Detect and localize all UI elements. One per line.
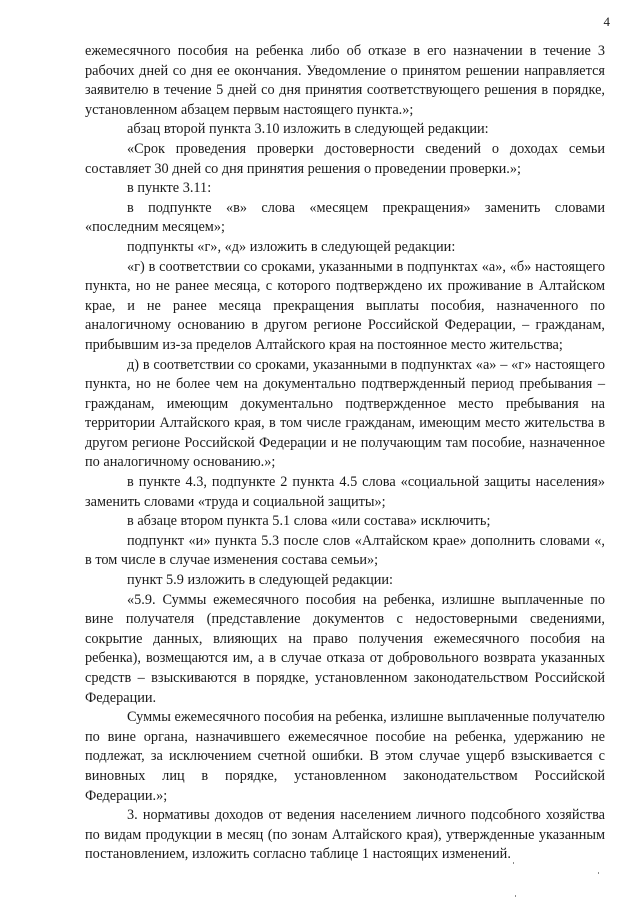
- paragraph: «г) в соответствии со сроками, указанными в подпунктах «а», «б» настоящего пункта, но не ранее месяца, с которого подтверждено их проживание в Алтайском крае, и не ранее месяца прекращения выплаты пособия, назначенного по аналогичному основанию в другом регионе Российской Федерации, – гражданам, прибывшим из-за пределов Алтайского края на постоянное место жительства;: [85, 258, 605, 353]
- paragraph: д) в соответствии со сроками, указанными в подпунктах «а» – «г» настоящего пункта, но не более чем на документально подтвержденный период пребывания – гражданам, имеющим документально подтвержденное место пребывания на территории Алтайского края, в том числе гражданам, имеющим место жительства в другом регионе Российской Федерации и не получающим там пособие, назначенное по аналогичному основанию.»;: [85, 356, 605, 471]
- paragraph: «5.9. Суммы ежемесячного пособия на ребенка, излишне выплаченные по вине получателя (представление документов с недостоверными сведениями, сокрытие данных, влияющих на право получения ежемесячного пособия на ребенка), возмещаются им, а в случае отказа от добровольного возврата указанных средств – взыскиваются в порядке, установленном законодательством Российской Федерации.: [85, 591, 605, 706]
- scan-artifact: [513, 862, 514, 864]
- paragraph: Суммы ежемесячного пособия на ребенка, излишне выплаченные получателю по вине органа, назначившего ежемесячное пособие на ребенка, удержанию не подлежат, за исключением счетной ошибки. В этом случае ущерб взыскивается с виновных лиц в порядке, установленном законодательством Российской Федерации.»;: [85, 709, 605, 804]
- paragraph: подпункт «и» пункта 5.3 после слов «Алтайском крае» дополнить словами «, в том числе в случае изменения состава семьи»;: [85, 532, 605, 569]
- paragraph: 3. нормативы доходов от ведения населением личного подсобного хозяйства по видам продукции в месяц (по зонам Алтайского края), утвержденные указанным постановлением, изложить согласно таблице 1 настоящих изменений.: [85, 807, 605, 863]
- document-body: [85, 42, 605, 865]
- page-number: 4: [603, 14, 610, 29]
- scan-artifact: [598, 872, 599, 874]
- paragraph: ежемесячного пособия на ребенка либо об отказе в его назначении в течение 3 рабочих дней со дня ее окончания. Уведомление о принятом решении направляется заявителю в течение 5 дней со дня принятия соответствующего решения в порядке, установленном абзацем первым настоящего пункта.»;: [85, 43, 605, 118]
- paragraph: «Срок проведения проверки достоверности сведений о доходах семьи составляет 30 дней со дня принятия решения о проведении проверки.»;: [85, 140, 605, 177]
- paragraph: пункт 5.9 изложить в следующей редакции:: [127, 572, 394, 589]
- paragraph: в пункте 3.11:: [127, 180, 212, 197]
- paragraph: абзац второй пункта 3.10 изложить в следующей редакции:: [127, 121, 489, 138]
- paragraph: в абзаце втором пункта 5.1 слова «или состава» исключить;: [127, 513, 491, 530]
- paragraph: в пункте 4.3, подпункте 2 пункта 4.5 слова «социальной защиты населения» заменить словами «труда и социальной защиты»;: [85, 474, 605, 510]
- paragraph: в подпункте «в» слова «месяцем прекращения» заменить словами «последним месяцем»;: [85, 199, 605, 236]
- scan-artifact: [515, 895, 516, 897]
- paragraph: подпункты «г», «д» изложить в следующей редакции:: [127, 238, 456, 255]
